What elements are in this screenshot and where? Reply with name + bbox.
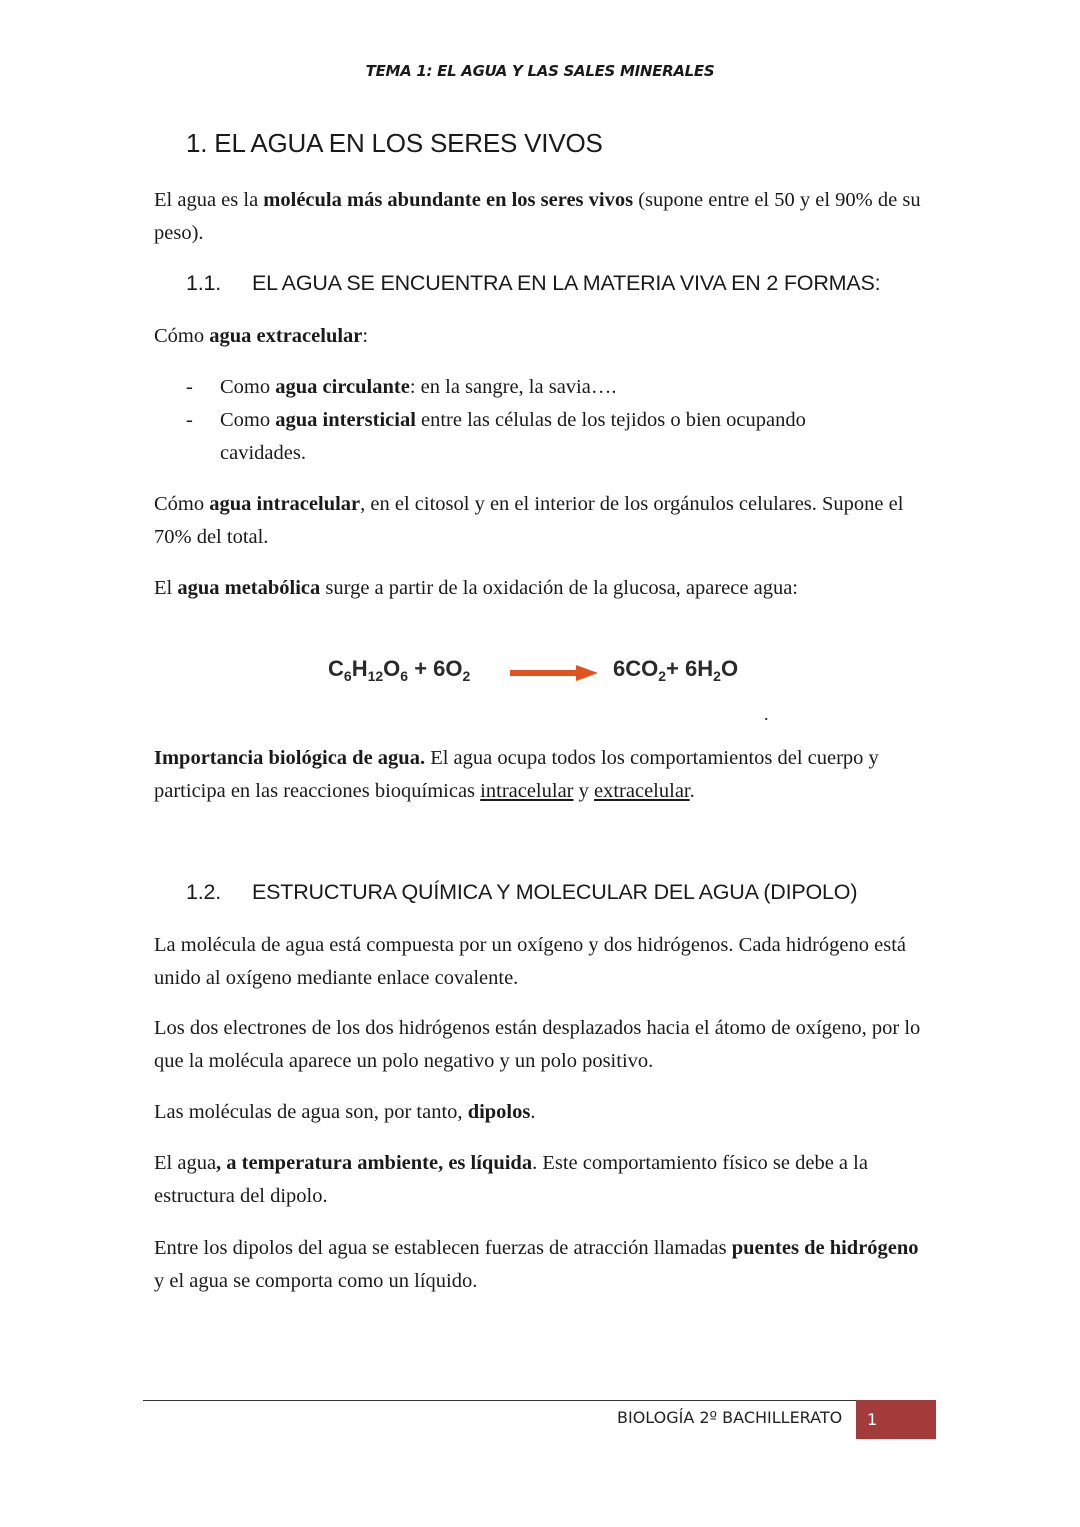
paragraph-molecule-composition: La molécula de agua está compuesta por un oxígeno y dos hidrógenos. Cada hidrógeno está unido al oxígeno mediante enlace covalente.: [154, 934, 907, 989]
paragraph-electron-displacement: Los dos electrones de los dos hidrógenos están desplazados hacia el átomo de oxígeno, por lo que la molécula aparece un polo negativo y un polo positivo.: [154, 1017, 921, 1072]
paragraph-metabolic-water: El agua metabólica surge a partir de la oxidación de la glucosa, aparece agua:: [154, 577, 799, 599]
paragraph-intracellular: Cómo agua intracelular, en el citosol y en el interior de los orgánulos celulares. Supone el 70% del total.: [154, 493, 904, 548]
page-header: TEMA 1: EL AGUA Y LAS SALES MINERALES: [365, 62, 715, 80]
stray-dot: .: [764, 704, 769, 724]
paragraph-extracellular: Cómo agua extracelular:: [154, 325, 369, 347]
section-1-2-heading: 1.2. ESTRUCTURA QUÍMICA Y MOLECULAR DEL AGUA (DIPOLO): [186, 880, 858, 904]
equation-products: $6CO_2+ 6H_2O$: [613, 656, 739, 684]
section-1-heading: 1. EL AGUA EN LOS SERES VIVOS: [186, 128, 603, 158]
paragraph-water-abundance: El agua es la molécula más abundante en los seres vivos (supone entre el 50 y el 90% de su peso).: [154, 189, 921, 244]
section-1-1-heading: 1.1. EL AGUA SE ENCUENTRA EN LA MATERIA VIVA EN 2 FORMAS:: [186, 271, 881, 295]
page-number: 1: [867, 1410, 878, 1429]
paragraph-hydrogen-bonds: Entre los dipolos del agua se establecen fuerzas de atracción llamadas puentes de hidrógeno y el agua se comporta como un líquido.: [154, 1237, 919, 1292]
footer-divider: [143, 1400, 857, 1401]
paragraph-dipoles: Las moléculas de agua son, por tanto, dipolos.: [154, 1101, 536, 1123]
paragraph-liquid-state: El agua, a temperatura ambiente, es líquida. Este comportamiento físico se debe a la estructura del dipolo.: [154, 1152, 868, 1207]
equation-reactants: $C_6H_{12}O_6 + 6O_2$: [328, 656, 471, 684]
paragraph-biological-importance: Importancia biológica de agua. El agua ocupa todos los comportamientos del cuerpo y participa en las reacciones bioquímicas intracelular y extracelular.: [154, 747, 879, 802]
footer-subject: BIOLOGÍA 2º BACHILLERATO: [617, 1408, 843, 1427]
page-number-badge: [856, 1400, 936, 1439]
reaction-arrow-icon: [510, 665, 598, 681]
